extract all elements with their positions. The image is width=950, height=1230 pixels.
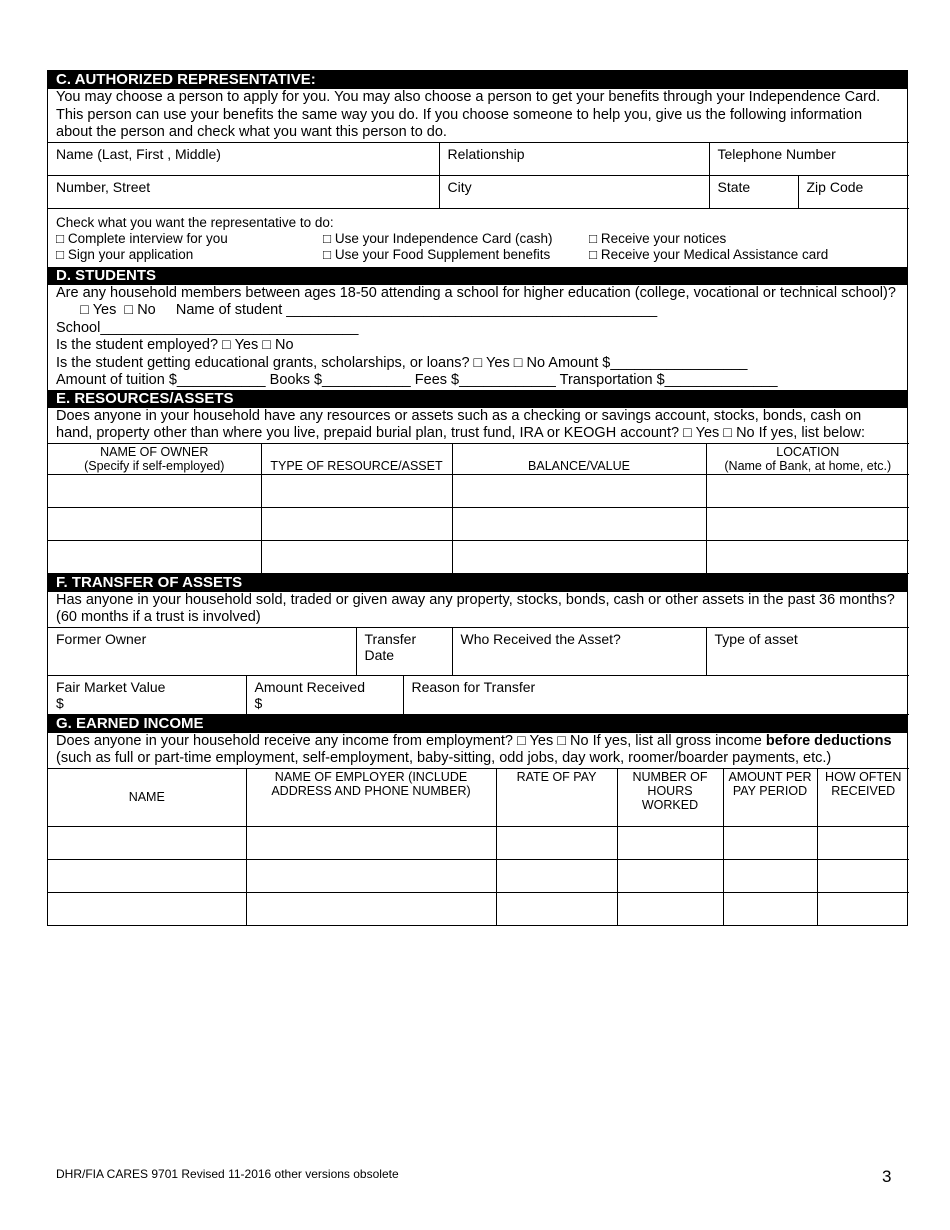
rep-zip-field[interactable]: Zip Code [798, 175, 909, 208]
student-yesno-name[interactable]: □ Yes □ No Name of student ______________________________________________ [56, 302, 658, 318]
table-cell[interactable] [706, 540, 909, 573]
fair-market-dollar: $ [56, 694, 64, 711]
representative-table [48, 142, 909, 209]
table-row [48, 826, 909, 859]
table-cell[interactable] [817, 826, 909, 859]
option-sign-application[interactable]: □ Sign your application [56, 246, 194, 262]
table-cell[interactable] [617, 826, 723, 859]
table-cell[interactable] [48, 892, 246, 925]
table-cell[interactable] [246, 892, 496, 925]
table-cell[interactable] [48, 507, 261, 540]
reason-for-transfer-field[interactable]: Reason for Transfer [403, 675, 909, 714]
table-row [48, 540, 909, 573]
amount-received-field[interactable] [246, 675, 403, 714]
col-owner-sub: (Specify if self-employed) [84, 458, 225, 473]
section-g-question-a: Does anyone in your household receive any income from employment? □ Yes □ No If yes, list all gross income [56, 732, 766, 749]
col-balance: BALANCE/VALUE [452, 443, 706, 474]
former-owner-field[interactable]: Former Owner [48, 627, 356, 675]
page-number: 3 [882, 1167, 892, 1186]
table-row [48, 892, 909, 925]
rep-street-field[interactable]: Number, Street [48, 175, 439, 208]
option-use-independence-card[interactable]: □ Use your Independence Card (cash) [323, 230, 553, 246]
section-g-question [48, 733, 907, 768]
date-label: Date [364, 646, 395, 663]
form-footer-id: DHR/FIA CARES 9701 Revised 11-2016 other versions obsolete [56, 1167, 399, 1181]
col-owner-label: NAME OF OWNER [100, 444, 209, 459]
transfer-label: Transfer [364, 630, 417, 647]
col-location-label: LOCATION [776, 444, 840, 459]
rep-options-title: Check what you want the representative to do: [56, 214, 334, 230]
col-owner [48, 443, 261, 474]
table-cell[interactable] [496, 892, 617, 925]
table-cell[interactable] [617, 892, 723, 925]
rep-telephone-field[interactable]: Telephone Number [709, 142, 909, 175]
table-cell[interactable] [452, 474, 706, 507]
table-cell[interactable] [706, 474, 909, 507]
col-amount: AMOUNT PER PAY PERIOD [723, 768, 817, 826]
table-cell[interactable] [817, 859, 909, 892]
table-row [48, 507, 909, 540]
table-cell[interactable] [496, 826, 617, 859]
fair-market-label: Fair Market Value [56, 678, 166, 695]
col-how-often: HOW OFTEN RECEIVED [817, 768, 909, 826]
section-e-question: Does anyone in your household have any resources or assets such as a checking or savings account, stocks, bonds, cash on hand, property other than where you live, prepaid burial plan, trust fund, IRA or KEOGH account? □ Yes □ No If yes, list below: [56, 407, 866, 441]
col-hours: NUMBER OF HOURS WORKED [617, 768, 723, 826]
table-cell[interactable] [246, 859, 496, 892]
col-location-sub: (Name of Bank, at home, etc.) [724, 458, 892, 473]
table-cell[interactable] [48, 826, 246, 859]
table-cell[interactable] [48, 540, 261, 573]
table-cell[interactable] [452, 507, 706, 540]
table-cell[interactable] [723, 859, 817, 892]
amount-received-label: Amount Received [254, 678, 366, 695]
fair-market-value-field[interactable] [48, 675, 246, 714]
table-cell[interactable] [261, 540, 452, 573]
rep-state-field[interactable]: State [709, 175, 798, 208]
option-receive-medical-card[interactable]: □ Receive your Medical Assistance card [589, 246, 829, 262]
rep-options-grid [56, 231, 899, 263]
application-form [47, 70, 908, 926]
table-row [48, 474, 909, 507]
section-d-question: Are any household members between ages 18-50 attending a school for higher education (college, vocational or technical school)? [56, 284, 896, 301]
section-g-question-b: (such as full or part-time employment, self-employment, baby-sitting, odd jobs, day work, roomer/boarder payments, etc.) [56, 750, 832, 766]
student-grants[interactable]: Is the student getting educational grants, scholarships, or loans? □ Yes □ No Amount $_________________ [56, 354, 748, 371]
table-cell[interactable] [617, 859, 723, 892]
section-d-header: D. STUDENTS [48, 267, 907, 285]
student-tuition[interactable]: Amount of tuition $___________ Books $___________ Fees $____________ Transportation $______________ [56, 372, 778, 388]
option-use-food-supplement[interactable]: □ Use your Food Supplement benefits [323, 246, 551, 262]
table-cell[interactable] [496, 859, 617, 892]
table-cell[interactable] [48, 859, 246, 892]
transfer-table-2 [48, 675, 909, 715]
table-cell[interactable] [261, 507, 452, 540]
rep-options [48, 209, 907, 267]
rep-name-field[interactable]: Name (Last, First , Middle) [48, 142, 439, 175]
table-cell[interactable] [723, 892, 817, 925]
col-rate: RATE OF PAY [496, 768, 617, 826]
table-cell[interactable] [817, 892, 909, 925]
rep-relationship-field[interactable]: Relationship [439, 142, 709, 175]
col-location [706, 443, 909, 474]
amount-received-dollar: $ [254, 694, 263, 711]
section-f-question: Has anyone in your household sold, traded or given away any property, stocks, bonds, cash or other assets in the past 36 months? (60 months if a trust is involved) [56, 591, 895, 625]
table-cell[interactable] [261, 474, 452, 507]
option-receive-notices[interactable]: □ Receive your notices [589, 230, 727, 246]
section-g-header: G. EARNED INCOME [48, 715, 907, 733]
option-complete-interview[interactable]: □ Complete interview for you [56, 230, 228, 246]
section-g-question-bold: before deductions [765, 732, 892, 749]
resources-table [48, 443, 909, 574]
who-received-field[interactable]: Who Received the Asset? [452, 627, 706, 675]
col-employer: NAME OF EMPLOYER (INCLUDE ADDRESS AND PHONE NUMBER) [246, 768, 496, 826]
section-c-header: C. AUTHORIZED REPRESENTATIVE: [48, 71, 907, 89]
rep-city-field[interactable]: City [439, 175, 709, 208]
type-of-asset-field[interactable]: Type of asset [706, 627, 909, 675]
table-cell[interactable] [452, 540, 706, 573]
table-cell[interactable] [48, 474, 261, 507]
student-employed[interactable]: Is the student employed? □ Yes □ No [56, 337, 294, 353]
transfer-date-field[interactable] [356, 627, 452, 675]
section-f-header: F. TRANSFER OF ASSETS [48, 574, 907, 592]
col-type: TYPE OF RESOURCE/ASSET [261, 443, 452, 474]
section-e-header: E. RESOURCES/ASSETS [48, 390, 907, 408]
table-row [48, 859, 909, 892]
student-school[interactable]: School________________________________ [56, 319, 359, 336]
col-name: NAME [48, 768, 246, 826]
table-cell[interactable] [246, 826, 496, 859]
table-cell[interactable] [723, 826, 817, 859]
section-c-intro: You may choose a person to apply for you. You may also choose a person to get your benefits through your Independence Card. This person can use your benefits the same way you do. If you choose someone to help you, give us the following information about the person and check what you want this person to do. [56, 89, 881, 140]
table-cell[interactable] [706, 507, 909, 540]
earned-income-table [48, 768, 909, 926]
transfer-table-1 [48, 627, 909, 676]
